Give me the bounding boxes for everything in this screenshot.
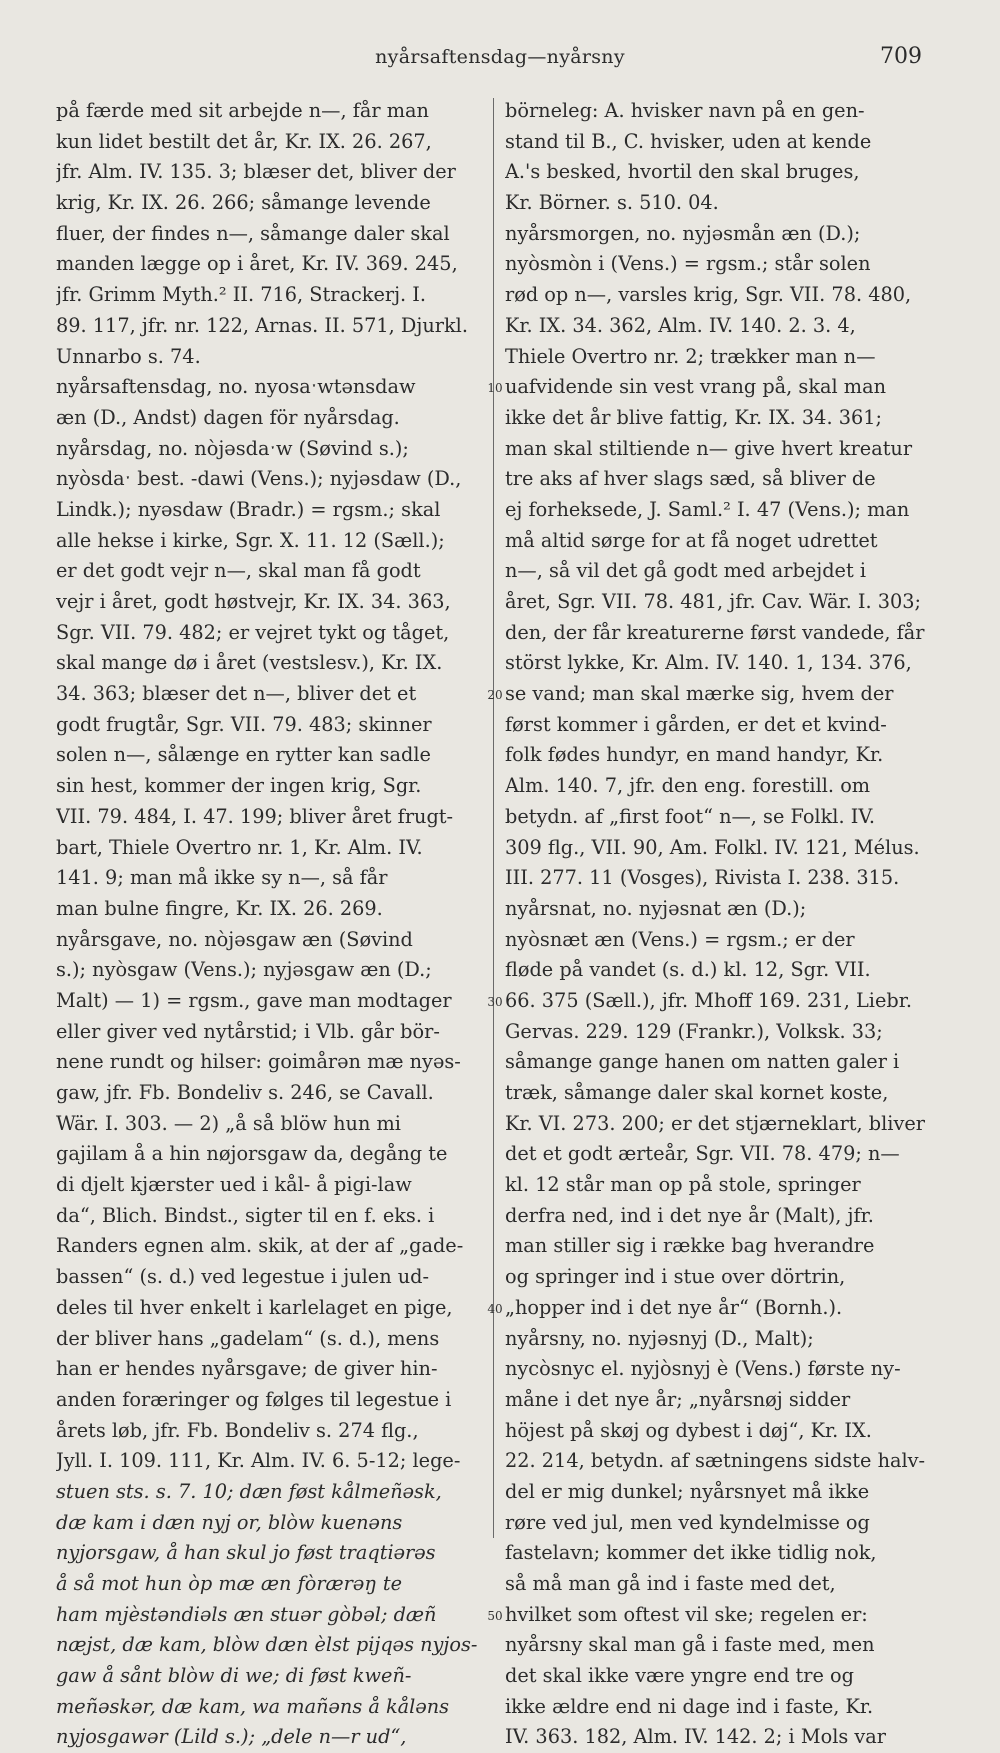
right-column-line: ikke ældre end ni dage ind i faste, Kr. xyxy=(505,1694,874,1718)
right-column-line: fastelavn; kommer det ikke tidlig nok, xyxy=(505,1541,877,1565)
right-column-line: III. 277. 11 (Vosges), Rivista I. 238. 315. xyxy=(505,866,900,890)
right-column-line: man skal stiltiende n— give hvert kreatur xyxy=(505,436,913,460)
left-column-line: ham mjèstəndiəls æn stuər gòbəl; dæñ xyxy=(56,1602,437,1626)
line-number-marker: 20 xyxy=(487,688,503,703)
left-column-line: Lindk.); nyəsdaw (Bradr.) = rgsm.; skal xyxy=(56,497,441,521)
right-column-line: 22. 214, betydn. af sætningens sidste halv- xyxy=(505,1449,926,1473)
left-column-line: han er hendes nyårsgave; de giver hin- xyxy=(56,1357,438,1381)
left-column-line: nyjorsgaw, å han skul jo føst traqtiərəs xyxy=(56,1541,436,1565)
right-column-line: 309 flg., VII. 90, Am. Folkl. IV. 121, Mélus. xyxy=(505,835,920,859)
left-column-line: da“, Blich. Bindst., sigter til en f. eks. i xyxy=(56,1203,435,1227)
line-number-marker: 40 xyxy=(487,1302,503,1317)
right-column-line: IV. 363. 182, Alm. IV. 142. 2; i Mols var xyxy=(505,1725,886,1749)
right-column-line: höjest på skøj og dybest i døj“, Kr. IX. xyxy=(505,1418,872,1442)
right-column-line: 66. 375 (Sæll.), jfr. Mhoff 169. 231, Liebr. xyxy=(505,988,912,1012)
running-header: nyårsaftensdag—nyårsny xyxy=(375,46,625,68)
left-column-line: Sgr. VII. 79. 482; er vejret tykt og tåget, xyxy=(56,620,450,644)
right-column-line: må altid sørge for at få noget udrettet xyxy=(505,528,878,552)
left-column-line: anden foræringer og følges til legestue i xyxy=(56,1387,452,1411)
right-column-line: kl. 12 står man op på stole, springer xyxy=(505,1173,861,1197)
right-column-line: Thiele Overtro nr. 2; trækker man n— xyxy=(505,344,876,368)
left-column-line: jfr. Grimm Myth.² II. 716, Strackerj. I. xyxy=(56,283,427,307)
left-column xyxy=(56,96,482,1753)
right-column-line: og springer ind i stue over dörtrin, xyxy=(505,1265,846,1289)
left-column-line: gajilam å a hin nøjorsgaw da, degång te xyxy=(56,1142,448,1166)
right-column-line: måne i det nye år; „nyårsnøj sidder xyxy=(505,1387,851,1411)
left-column-line: der bliver hans „gadelam“ (s. d.), mens xyxy=(56,1326,440,1350)
right-column-line: så må man gå ind i faste med det, xyxy=(505,1572,836,1595)
right-column-line: først kommer i gården, er det et kvind- xyxy=(505,712,887,736)
right-column-line: rød op n—, varsles krig, Sgr. VII. 78. 480, xyxy=(505,283,912,307)
left-column-line: nyjosgawər (Lild s.); „dele n—r ud“, xyxy=(56,1725,407,1749)
right-column-line: n—, så vil det gå godt med arbejdet i xyxy=(505,559,867,583)
left-column-line: årets løb, jfr. Fb. Bondeliv s. 274 flg., xyxy=(56,1418,419,1442)
right-column-line: tre aks af hver slags sæd, så bliver de xyxy=(505,467,876,491)
left-column-line: Unnarbo s. 74. xyxy=(56,344,201,368)
left-column-line: nyòsdaˑ best. -dawi (Vens.); nyjəsdaw (D., xyxy=(56,467,462,491)
left-column-line: nyårsgave, no. nòjəsgaw æn (Søvind xyxy=(56,927,413,951)
right-column-line: Kr. IX. 34. 362, Alm. IV. 140. 2. 3. 4, xyxy=(505,313,856,337)
right-column-line: nyòsnæt æn (Vens.) = rgsm.; er der xyxy=(505,927,855,951)
left-column-line: Malt) — 1) = rgsm., gave man modtager xyxy=(56,988,452,1012)
right-column-line: det et godt ærteår, Sgr. VII. 78. 479; n— xyxy=(505,1142,900,1166)
line-number-marker: 50 xyxy=(487,1609,503,1624)
left-column-line: Wär. I. 303. — 2) „å så blöw hun mi xyxy=(56,1111,401,1135)
left-column-line: alle hekse i kirke, Sgr. X. 11. 12 (Sæll.); xyxy=(56,528,445,552)
left-column-line: på færde med sit arbejde n—, får man xyxy=(56,99,429,122)
right-column-line: nyårsnat, no. nyjəsnat æn (D.); xyxy=(505,896,807,920)
left-column-line: nene rundt og hilser: goimårən mæ nyəs- xyxy=(56,1050,461,1074)
left-column-line: kun lidet bestilt det år, Kr. IX. 26. 267, xyxy=(56,129,432,153)
right-column-line: året, Sgr. VII. 78. 481, jfr. Cav. Wär. I. 303; xyxy=(505,590,922,613)
right-column-line: træk, såmange daler skal kornet koste, xyxy=(505,1081,889,1104)
left-column-line: deles til hver enkelt i karlelaget en pige, xyxy=(56,1295,453,1319)
right-column-line: det skal ikke være yngre end tre og xyxy=(505,1664,855,1688)
left-column-line: di djelt kjærster ued i kål- å pigi-law xyxy=(56,1173,412,1197)
right-column-line: hvilket som oftest vil ske; regelen er: xyxy=(505,1602,868,1626)
line-number-marker: 10 xyxy=(487,381,503,396)
left-column-line: gaw å sånt blòw di we; di føst kweñ- xyxy=(56,1664,412,1688)
right-column-line: Gervas. 229. 129 (Frankr.), Volksk. 33; xyxy=(505,1019,883,1043)
left-column-line: skal mange dø i året (vestslesv.), Kr. IX. xyxy=(56,651,443,675)
left-column-line: sin hest, kommer der ingen krig, Sgr. xyxy=(56,774,422,798)
right-column-line: fløde på vandet (s. d.) kl. 12, Sgr. VII. xyxy=(505,958,871,982)
right-column-line: Kr. VI. 273. 200; er det stjærneklart, bliver xyxy=(505,1111,925,1135)
left-column-line: meñəskər, dæ kam, wa mañəns å kåləns xyxy=(56,1694,450,1718)
right-column-line: derfra ned, ind i det nye år (Malt), jfr. xyxy=(505,1203,874,1227)
left-column-line: æn (D., Andst) dagen för nyårsdag. xyxy=(56,405,400,429)
right-column-line: røre ved jul, men ved kyndelmisse og xyxy=(505,1510,870,1534)
left-column-line: Randers egnen alm. skik, at der af „gade- xyxy=(56,1234,464,1258)
left-column-line: dæ kam i dæn nyj or, blòw kuenəns xyxy=(56,1510,403,1534)
right-column-line: nyårsny skal man gå i faste med, men xyxy=(505,1633,875,1657)
right-column xyxy=(505,96,937,1753)
right-column-line: betydn. af „first foot“ n—, se Folkl. IV. xyxy=(505,804,875,828)
right-column-line: nyårsmorgen, no. nyjəsmån æn (D.); xyxy=(505,221,861,245)
left-column-line: stuen sts. s. 7. 10; dæn føst kålmeñəsk, xyxy=(56,1479,442,1503)
column-divider xyxy=(493,98,494,1538)
left-column-line: nyårsdag, no. nòjəsdaˑw (Søvind s.); xyxy=(56,436,409,460)
right-column-line: nycòsnyc el. nyjòsnyj è (Vens.) første ny- xyxy=(505,1357,901,1381)
right-column-line: „hopper ind i det nye år“ (Bornh.). xyxy=(505,1295,843,1319)
left-column-line: s.); nyòsgaw (Vens.); nyjəsgaw æn (D.; xyxy=(56,958,432,982)
left-column-line: vejr i året, godt høstvejr, Kr. IX. 34. 363, xyxy=(56,590,451,613)
left-column-line: næjst, dæ kam, blòw dæn èlst pijqəs nyjos- xyxy=(56,1633,478,1657)
right-column-line: ej forheksede, J. Saml.² I. 47 (Vens.); man xyxy=(505,497,910,521)
left-column-line: VII. 79. 484, I. 47. 199; bliver året frugt- xyxy=(56,804,454,828)
left-column-line: bassen“ (s. d.) ved legestue i julen ud- xyxy=(56,1265,430,1289)
right-column-line: störst lykke, Kr. Alm. IV. 140. 1, 134. 376, xyxy=(505,651,912,675)
right-column-line: A.'s besked, hvortil den skal bruges, xyxy=(505,160,860,184)
left-column-line: 141. 9; man må ikke sy n—, så får xyxy=(56,866,388,890)
left-column-line: å så mot hun òp mæ æn fòrærəŋ te xyxy=(56,1572,402,1595)
left-column-line: eller giver ved nytårstid; i Vlb. går bör- xyxy=(56,1019,440,1043)
left-column-line: solen n—, sålænge en rytter kan sadle xyxy=(56,743,431,767)
left-column-line: jfr. Alm. IV. 135. 3; blæser det, bliver der xyxy=(56,160,456,184)
right-column-line: Alm. 140. 7, jfr. den eng. forestill. om xyxy=(505,774,871,798)
right-column-line: del er mig dunkel; nyårsnyet må ikke xyxy=(505,1479,870,1503)
right-column-line: folk fødes hundyr, en mand handyr, Kr. xyxy=(505,743,884,767)
right-column-line: stand til B., C. hvisker, uden at kende xyxy=(505,129,872,153)
page-number: 709 xyxy=(880,44,922,69)
right-column-line: börneleg: A. hvisker navn på en gen- xyxy=(505,99,865,122)
right-column-line: se vand; man skal mærke sig, hvem der xyxy=(505,682,894,706)
left-column-line: er det godt vejr n—, skal man få godt xyxy=(56,559,421,583)
left-column-line: 89. 117, jfr. nr. 122, Arnas. II. 571, Djurkl. xyxy=(56,313,468,337)
left-column-line: Jyll. I. 109. 111, Kr. Alm. IV. 6. 5-12; lege- xyxy=(56,1449,461,1473)
right-column-line: nyårsny, no. nyjəsnyj (D., Malt); xyxy=(505,1326,814,1350)
left-column-line: 34. 363; blæser det n—, bliver det et xyxy=(56,682,417,706)
line-number-marker: 30 xyxy=(487,995,503,1010)
right-column-line: man stiller sig i række bag hverandre xyxy=(505,1234,875,1258)
right-column-line: ikke det år blive fattig, Kr. IX. 34. 361; xyxy=(505,405,883,429)
left-column-line: man bulne fingre, Kr. IX. 26. 269. xyxy=(56,896,383,920)
right-column-line: Kr. Börner. s. 510. 04. xyxy=(505,191,719,215)
left-column-line: gaw, jfr. Fb. Bondeliv s. 246, se Cavall. xyxy=(56,1081,434,1104)
left-column-line: krig, Kr. IX. 26. 266; såmange levende xyxy=(56,191,431,215)
left-column-line: fluer, der findes n—, såmange daler skal xyxy=(56,221,450,245)
right-column-line: såmange gange hanen om natten galer i xyxy=(505,1050,900,1074)
left-column-line: godt frugtår, Sgr. VII. 79. 483; skinner xyxy=(56,712,432,736)
right-column-line: nyòsmòn i (Vens.) = rgsm.; står solen xyxy=(505,252,871,276)
right-column-line: den, der får kreaturerne først vandede, får xyxy=(505,620,925,644)
left-column-line: bart, Thiele Overtro nr. 1, Kr. Alm. IV. xyxy=(56,835,423,859)
left-column-line: nyårsaftensdag, no. nyosaˑwtənsdaw xyxy=(56,375,416,399)
left-column-line: manden lægge op i året, Kr. IV. 369. 245, xyxy=(56,252,458,276)
right-column-line: uafvidende sin vest vrang på, skal man xyxy=(505,375,887,399)
